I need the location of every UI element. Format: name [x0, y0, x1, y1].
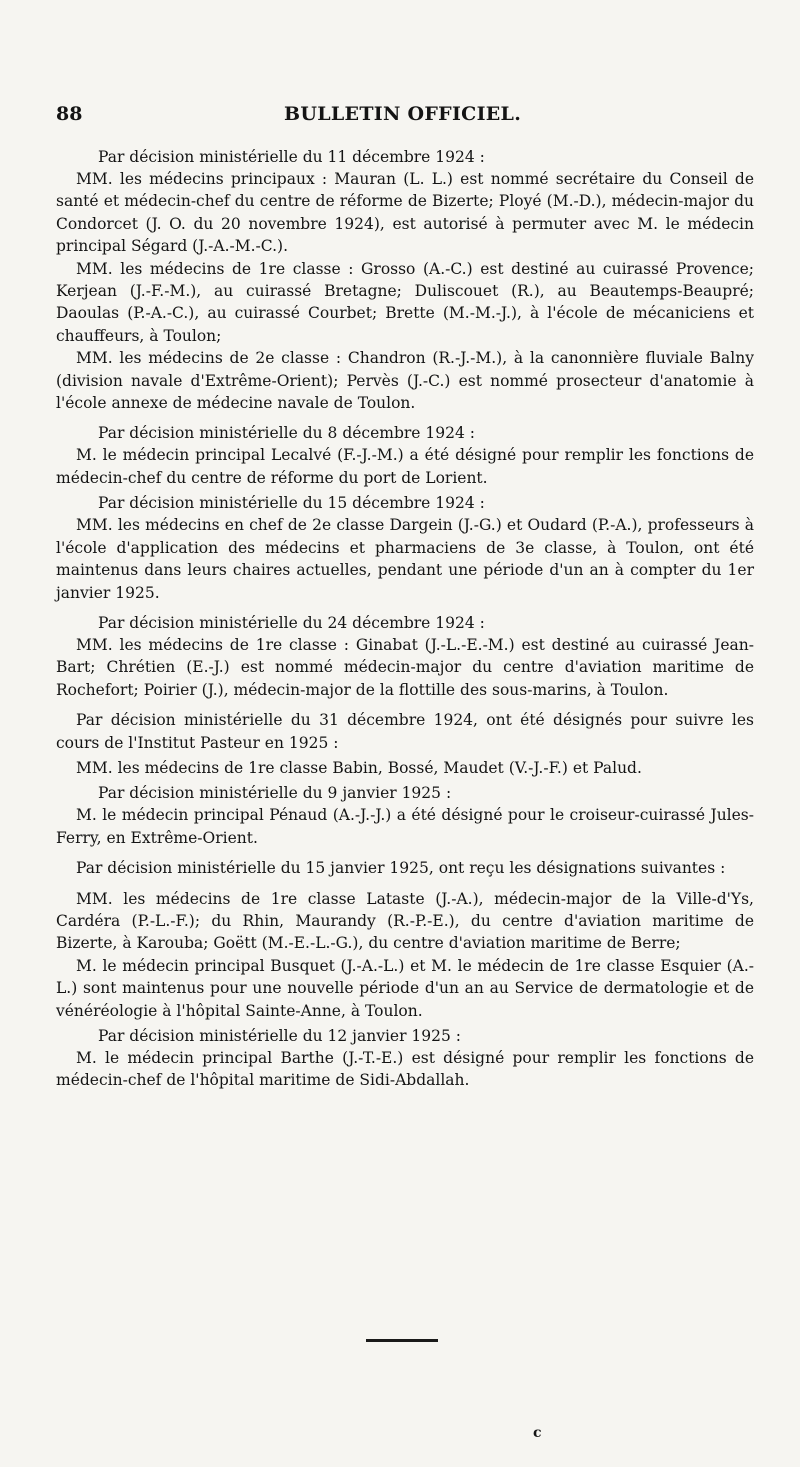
- paragraph: M. le médecin principal Busquet (J.-A.-L.) et M. le médecin de 1re classe Esquier (A.-L.) sont maintenus pour une nouvelle période d'un an au Service de dermatologie et de vénéréologie à l'hôpital Sainte-Anne, à Toulon.: [56, 956, 754, 1020]
- paragraph: MM. les médecins en chef de 2e classe Dargein (J.-G.) et Oudard (P.-A.), professeurs à l'école d'application des médecins et pharmaciens de 3e classe, à Toulon, ont été maintenus dans leurs chaires actuelles, pendant une période d'un an à compter du 1er janvier 1925.: [56, 516, 754, 602]
- paragraph: MM. les médecins principaux : Mauran (L. L.) est nommé secrétaire du Conseil de santé et médecin-chef du centre de réforme de Bizerte; Ployé (M.-D.), médecin-major du Condorcet (J. O. du 20 novembre 1924), est autorisé à permuter avec M. le médecin principal Ségard (J.-A.-M.-C.).: [56, 170, 754, 256]
- spacer: [56, 604, 754, 612]
- paragraph: MM. les médecins de 2e classe : Chandron (R.-J.-M.), à la canonnière fluviale Balny (division navale d'Extrême-Orient); Pervès (J.-C.) est nommé prosecteur d'anatomie à l'école annexe de médecine navale de Toulon.: [56, 349, 754, 413]
- spacer: [56, 880, 754, 888]
- end-rule: [366, 1339, 438, 1342]
- spacer: [56, 701, 754, 709]
- spacer: [56, 849, 754, 857]
- paragraph: M. le médecin principal Pénaud (A.-J.-J.) a été désigné pour le croiseur-cuirassé Jules-Ferry, en Extrême-Orient.: [56, 806, 754, 847]
- decision-heading: Par décision ministérielle du 11 décembre 1924 :: [98, 148, 485, 166]
- decision-heading: Par décision ministérielle du 24 décembre 1924 :: [98, 613, 485, 632]
- page-header: [56, 103, 756, 133]
- document-body: [56, 146, 754, 1092]
- spacer: [56, 414, 754, 422]
- running-title: BULLETIN OFFICIEL.: [284, 103, 522, 125]
- paragraph: MM. les médecins de 1re classe : Ginabat (J.-L.-E.-M.) est destiné au cuirassé Jean-Bart; Chrétien (E.-J.) est nommé médecin-major du centre d'aviation maritime de Rochefort; Poirier (J.), médecin-major de la flottille des sous-marins, à Toulon.: [56, 635, 754, 699]
- paragraph: MM. les médecins de 1re classe Babin, Bossé, Maudet (V.-J.-F.) et Palud.: [76, 758, 642, 777]
- decision-heading: Par décision ministérielle du 12 janvier 1925 :: [98, 1027, 462, 1045]
- paragraph: MM. les médecins de 1re classe Lataste (J.-A.), médecin-major de la Ville-d'Ys, Cardéra (P.-L.-F.); du Rhin, Maurandy (R.-P.-E.), du centre d'aviation maritime de Bizerte, à Karouba; Goëtt (M.-E.-L.-G.), du centre d'aviation maritime de Berre;: [56, 889, 754, 953]
- paragraph: M. le médecin principal Barthe (J.-T.-E.) est désigné pour remplir les fonctions de médecin-chef de l'hôpital maritime de Sidi-Abdallah.: [56, 1049, 754, 1090]
- page-number: 88: [56, 103, 83, 125]
- paragraph: Par décision ministérielle du 31 décembre 1924, ont été désignés pour suivre les cours de l'Institut Pasteur en 1925 :: [56, 711, 754, 752]
- decision-heading: Par décision ministérielle du 9 janvier 1925 :: [98, 784, 452, 803]
- paragraph: Par décision ministérielle du 15 janvier 1925, ont reçu les désignations suivantes :: [76, 859, 726, 878]
- paragraph: MM. les médecins de 1re classe : Grosso (A.-C.) est destiné au cuirassé Provence; Kerjean (J.-F.-M.), au cuirassé Bretagne; Duliscouet (R.), au Beautemps-Beaupré; Daoulas (P.-A.-C.), au cuirassé Courbet; Brette (M.-M.-J.), à l'école de mécaniciens et chauffeurs, à Toulon;: [56, 259, 754, 345]
- decision-heading: Par décision ministérielle du 15 décembre 1924 :: [98, 494, 485, 513]
- decision-heading: Par décision ministérielle du 8 décembre 1924 :: [98, 424, 475, 443]
- stray-mark: c: [533, 1425, 542, 1441]
- paragraph: M. le médecin principal Lecalvé (F.-J.-M.) a été désigné pour remplir les fonctions de médecin-chef du centre de réforme du port de Lorient.: [56, 446, 754, 487]
